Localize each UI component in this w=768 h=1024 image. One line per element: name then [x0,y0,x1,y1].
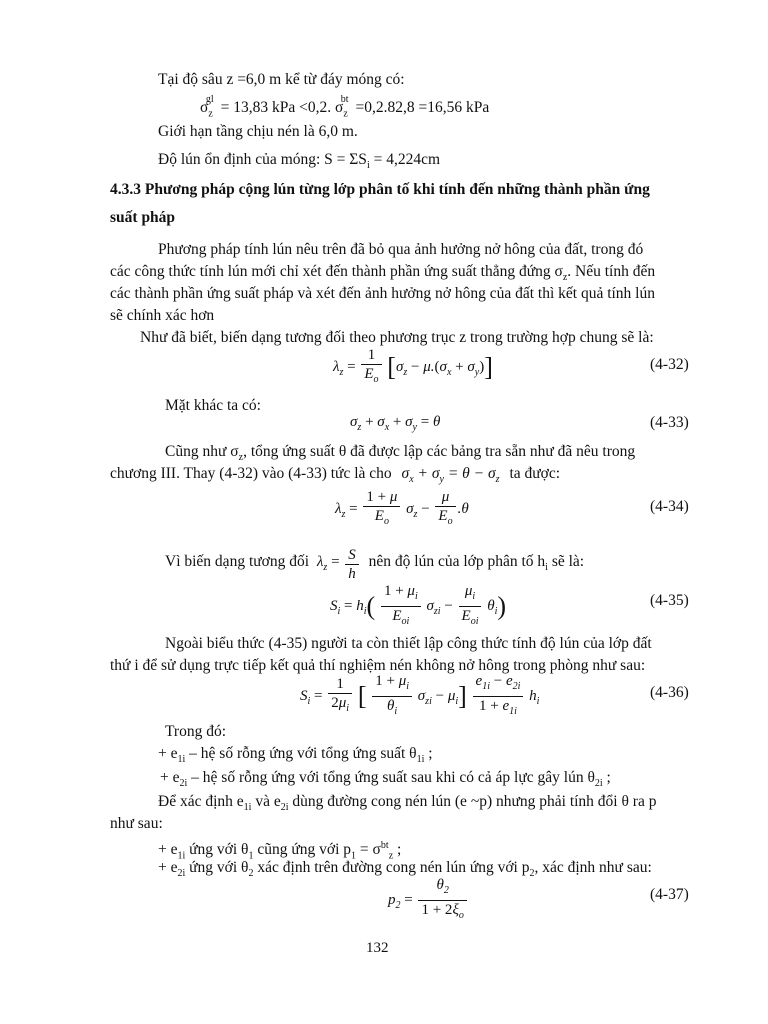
equation-4-32: $\lambda_z$ = $\frac{1}{E_o}$ $[\sigma_z - \mu.(\sigma_x + \sigma_y)]$ [333,347,493,385]
paragraph-line: Để xác định $e_{1i}$ và $e_{2i}$ dùng đường cong nén lún (e ~p) nhưng phải tính đổi θ ra p [158,793,657,814]
equation-number: (4-35) [650,592,689,609]
equation-number: (4-32) [650,356,689,373]
bullet-line: + $e_{2i}$ – hệ số rỗng ứng với tổng ứng suất sau khi có cả áp lực gây lún $\theta_{2i}$ ; [160,769,611,790]
equation-number: (4-34) [650,498,689,515]
paragraph-line: Cũng như $\sigma_z$, tổng ứng suất θ đã được lập các bảng tra sẵn như đã nêu trong [165,443,636,464]
paragraph-line: chương III. Thay (4-32) vào (4-33) tức là cho $\sigma_x + \sigma_y = \theta - \sigma_z$ ta được: [110,465,561,486]
text-line: Giới hạn tầng chịu nén là 6,0 m. [158,123,358,140]
equation-number: (4-33) [650,414,689,431]
equation-4-37: $p_2$ = $\frac{\theta_2}{1 + 2\xi_o}$ [388,876,469,925]
text-line: Độ lún ổn định của móng: $S = \Sigma S_i = 4,224cm$ [158,151,441,172]
paragraph-line: Trong đó: [165,723,227,740]
text-line: Tại độ sâu z =6,0 m kể từ đáy móng có: [158,71,405,88]
paragraph-line: Mặt khác ta có: [165,397,261,414]
equation-number: (4-37) [650,886,689,903]
section-heading: 4.3.3 Phương pháp cộng lún từng lớp phân tố khi tính đến những thành phần ứng [110,181,650,198]
page-number: 132 [366,940,389,956]
paragraph-line: Vì biến dạng tương đối $\lambda_z$ = $\frac{S}{h}$ nên độ lún của lớp phân tố $h_i$ sẽ là: [165,547,585,582]
bullet-line: + $e_{2i}$ ứng với $\theta_2$ xác định trên đường cong nén lún ứng với $p_2$, xác định như sau: [158,859,652,880]
paragraph-line: Ngoài biểu thức (4-35) người ta còn thiết lập công thức tính độ lún của lớp đất [165,635,652,652]
section-heading-cont: suất pháp [110,209,176,226]
paragraph-line: các thành phần ứng suất pháp và xét đến ảnh hưởng nở hông của đất thì kết quả tính lún [110,285,655,302]
equation-4-35: $S_i = h_i$( $\frac{1 + \mu_i}{E_{oi}}$ $\sigma_{zi}$ − $\frac{\mu_i}{E_{oi}}$ $\theta_i$) [330,583,507,627]
equation-number: (4-36) [650,684,689,701]
bullet-line: + $e_{1i}$ ứng với $\theta_1$ cũng ứng với $p_1 = \sigma^{bt}_z$ ; [158,840,402,862]
paragraph-line: sẽ chính xác hơn [110,307,215,324]
paragraph-line: thứ i để sử dụng trực tiếp kết quả thí nghiệm nén không nở hông trong phòng như sau: [110,657,646,674]
paragraph-line: Như đã biết, biến dạng tương đối theo phương trục z trong trường hợp chung sẽ là: [140,329,654,346]
equation-4-34: $\lambda_z$ = $\frac{1 + \mu}{E_o}$ $\sigma_z$ − $\frac{\mu}{E_o}$ .θ [335,489,469,527]
paragraph-line: như sau: [110,815,163,832]
paragraph-line: Phương pháp tính lún nêu trên đã bỏ qua ảnh hưởng nở hông của đất, trong đó [158,241,644,258]
bullet-line: + $e_{1i}$ – hệ số rỗng ứng với tổng ứng suất $\theta_{1i}$ ; [158,745,433,766]
stress-comparison-line: $\sigma_z^{gl} = 13,83$ kPa <0,2. $\sigma_z^{bt} =0,2.82,8 =16,56$ kPa [200,94,490,120]
equation-4-36: $S_i$ = $\frac{1}{2\mu_i}$ [ $\frac{1 + \mu_i}{\theta_i}$ $\sigma_{zi} - \mu_i$] $\frac{e_{1i} - e_{2i}}{1 + e_{1i}}$ $h_i$ [300,673,540,717]
paragraph-line: các công thức tính lún mới chỉ xét đến thành phần ứng suất thẳng đứng $\sigma_z$. Nếu tính đến [110,263,656,284]
equation-4-33: $\sigma_z + \sigma_x + \sigma_y = \theta$ [350,414,441,433]
